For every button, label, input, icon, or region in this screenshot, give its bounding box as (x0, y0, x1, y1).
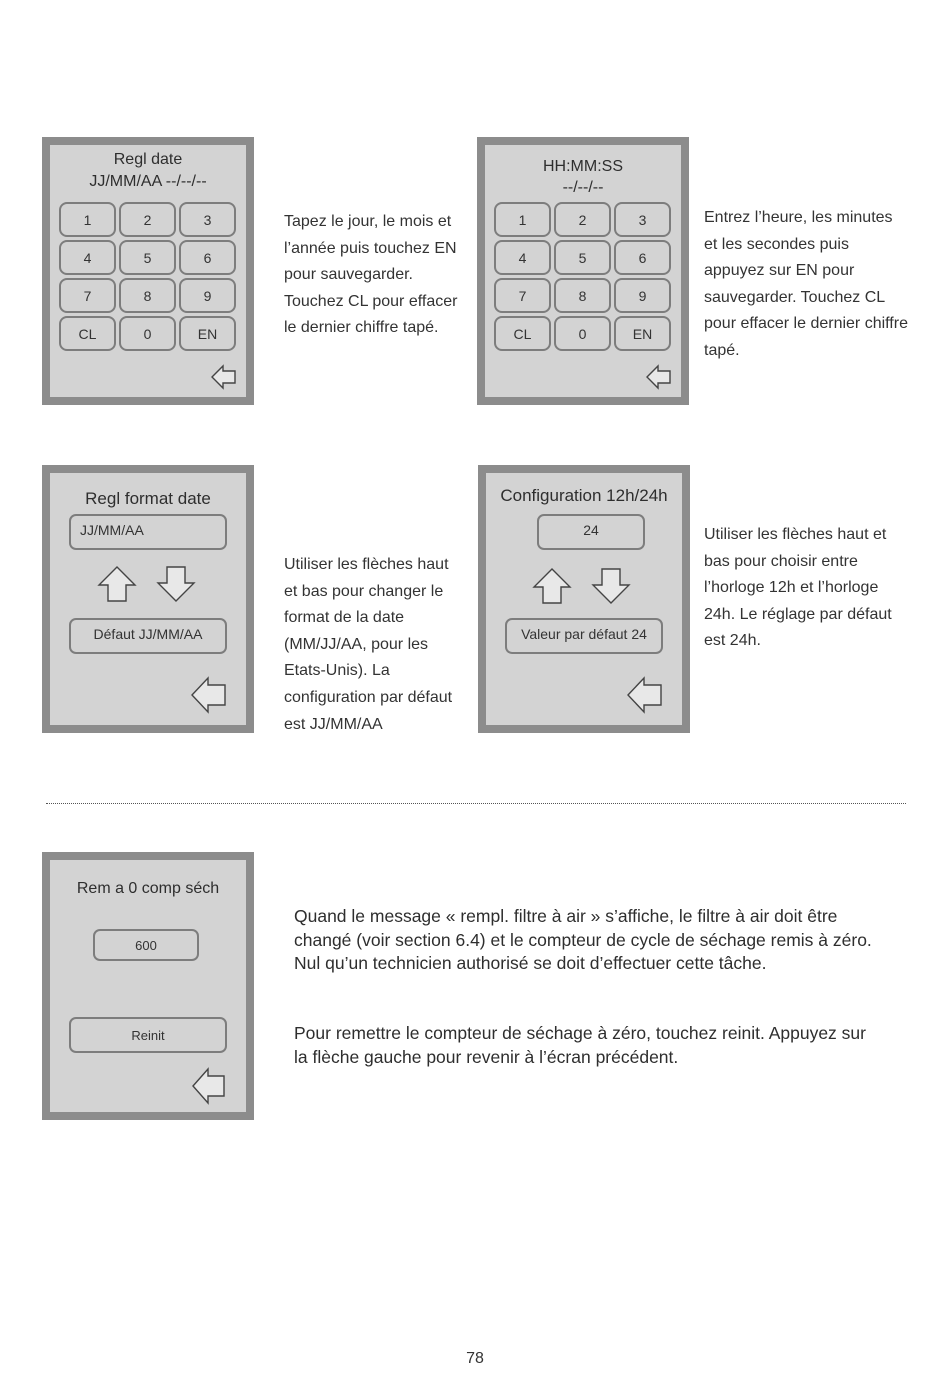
key-clear[interactable]: CL (494, 316, 551, 351)
clock-format-value: 24 (537, 514, 645, 550)
time-screen-title: HH:MM:SS (543, 158, 623, 175)
format-screen-display (50, 473, 246, 725)
key-clear[interactable]: CL (59, 316, 116, 351)
time-description: Entrez l’heure, les minutes et les secondes puis appuyez sur EN pour sauvegarder. Touchez CL pour effacer le dernier chiffre tapé. (704, 209, 908, 359)
key-2[interactable]: 2 (119, 202, 176, 237)
up-arrow-icon[interactable] (532, 567, 572, 605)
key-8[interactable]: 8 (554, 278, 611, 313)
key-9[interactable]: 9 (614, 278, 671, 313)
key-1[interactable]: 1 (59, 202, 116, 237)
up-arrow-icon[interactable] (97, 565, 137, 603)
down-arrow-icon[interactable] (591, 567, 631, 605)
reset-screen-display (50, 860, 246, 1112)
reset-paragraph-2: Pour remettre le compteur de séchage à zéro, touchez reinit. Appuyez sur la flèche gauche pour revenir à l’écran précédent. (294, 1023, 866, 1067)
time-keypad (494, 202, 671, 351)
time-screen-display (485, 145, 681, 397)
clock-screen-display (486, 473, 682, 725)
date-setting-screen (42, 137, 254, 405)
date-format-screen (42, 465, 254, 733)
dryer-counter-reset-screen (42, 852, 254, 1120)
date-screen-display (50, 145, 246, 397)
date-screen-title: Regl date (113, 151, 183, 168)
reset-button[interactable]: Reinit (69, 1017, 227, 1053)
reset-screen-title: Rem a 0 comp séch (76, 880, 220, 897)
down-arrow-icon[interactable] (156, 565, 196, 603)
key-4[interactable]: 4 (494, 240, 551, 275)
clock-description: Utiliser les flèches haut et bas pour choisir entre l’horloge 12h et l’horloge 24h. Le réglage par défaut est 24h. (704, 526, 892, 650)
key-7[interactable]: 7 (59, 278, 116, 313)
key-7[interactable]: 7 (494, 278, 551, 313)
back-arrow-icon[interactable] (626, 675, 664, 715)
key-1[interactable]: 1 (494, 202, 551, 237)
key-0[interactable]: 0 (554, 316, 611, 351)
time-screen-format: --/--/-- (562, 179, 604, 196)
key-6[interactable]: 6 (179, 240, 236, 275)
key-enter[interactable]: EN (614, 316, 671, 351)
key-3[interactable]: 3 (179, 202, 236, 237)
back-arrow-icon[interactable] (190, 675, 228, 715)
key-0[interactable]: 0 (119, 316, 176, 351)
format-screen-title: Regl format date (85, 489, 211, 508)
default-clock-button[interactable]: Valeur par défaut 24 (505, 618, 663, 654)
page-number: 78 (466, 1350, 484, 1367)
clock-screen-title: Configuration 12h/24h (500, 486, 668, 505)
key-6[interactable]: 6 (614, 240, 671, 275)
back-arrow-icon[interactable] (210, 363, 238, 391)
key-5[interactable]: 5 (554, 240, 611, 275)
date-keypad (59, 202, 236, 351)
date-format-value: JJ/MM/AA (69, 514, 227, 550)
key-enter[interactable]: EN (179, 316, 236, 351)
back-arrow-icon[interactable] (645, 363, 673, 391)
key-8[interactable]: 8 (119, 278, 176, 313)
cycle-counter-value: 600 (93, 929, 199, 961)
default-format-button[interactable]: Défaut JJ/MM/AA (69, 618, 227, 654)
reset-paragraph-1: Quand le message « rempl. filtre à air » s’affiche, le filtre à air doit être changé (voir section 6.4) et le compteur de cycle de séchage remis à zéro. Nul qu’un technicien authorisé se doit d’effectuer cette tâche. (294, 906, 872, 974)
format-description: Utiliser les flèches haut et bas pour changer le format de la date (MM/JJ/AA, pour les Etats-Unis). La configuration par défaut est JJ/MM/AA (284, 556, 453, 733)
date-screen-format: JJ/MM/AA --/--/-- (89, 173, 207, 190)
time-setting-screen (477, 137, 689, 405)
key-9[interactable]: 9 (179, 278, 236, 313)
section-divider (46, 803, 906, 804)
key-5[interactable]: 5 (119, 240, 176, 275)
date-description: Tapez le jour, le mois et l’année puis touchez EN pour sauvegarder. Touchez CL pour effacer le dernier chiffre tapé. (284, 213, 458, 337)
key-2[interactable]: 2 (554, 202, 611, 237)
back-arrow-icon[interactable] (191, 1066, 227, 1106)
key-4[interactable]: 4 (59, 240, 116, 275)
clock-config-screen (478, 465, 690, 733)
key-3[interactable]: 3 (614, 202, 671, 237)
